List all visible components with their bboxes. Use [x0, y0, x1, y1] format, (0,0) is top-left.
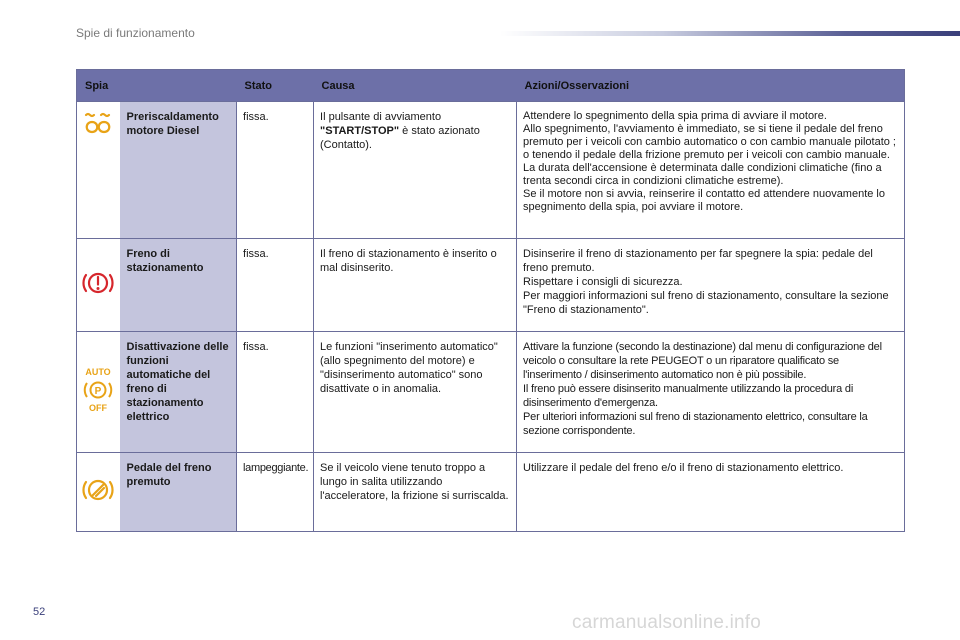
action-text: Attendere lo spegnimento della spia prima di avviare il motore. — [523, 110, 827, 122]
column-header-causa: Causa — [314, 70, 517, 102]
action-text: La durata dell'accensione è determinata dalle condizioni climatiche (fino a trenta secondi circa in condizioni climatiche estreme). — [523, 162, 882, 187]
page-number: 52 — [33, 606, 46, 618]
auto-p-off-icon-bottom: OFF — [89, 403, 108, 413]
light-cause — [314, 102, 517, 239]
cause-text: è stato azionato (Contatto). — [320, 125, 480, 151]
icon-cell — [77, 332, 120, 453]
action-text: Attivare la funzione (secondo la destinazione) dal menu di configurazione del veicolo o consultare la rete PEUGEOT o un riparatore qualificato se l'inserimento / disinserimento automatico non è più possibile. — [523, 341, 882, 381]
action-text: Se il motore non si avvia, reinserire il contatto ed attendere nuovamente lo spegnimento della spia, poi avviare il motore. — [523, 188, 885, 213]
column-header-spia: Spia — [77, 70, 237, 102]
action-text: Utilizzare il pedale del freno e/o il freno di stazionamento elettrico. — [523, 462, 844, 474]
action-text: Il freno può essere disinserito manualmente utilizzando la procedura di disinserimento d'emergenza. — [523, 383, 854, 409]
light-actions — [517, 453, 905, 532]
cause-text: Il pulsante di avviamento — [320, 111, 442, 123]
icon-cell — [77, 239, 120, 332]
light-state: lampeggiante. — [237, 453, 314, 532]
parking-brake-icon — [81, 268, 115, 302]
table-row — [77, 332, 905, 453]
section-title: Spie di funzionamento — [76, 26, 195, 40]
table-row — [77, 239, 905, 332]
table-row — [77, 102, 905, 239]
start-stop-label: "START/STOP" — [320, 125, 400, 137]
glow-plug-icon — [83, 112, 113, 138]
brake-pedal-icon — [81, 475, 115, 509]
action-text: Disinserire il freno di stazionamento per far spegnere la spia: pedale del freno premuto. — [523, 248, 873, 274]
table-row — [77, 453, 905, 532]
header-gradient-bar — [500, 31, 960, 36]
auto-p-off-icon — [81, 366, 115, 418]
auto-p-off-icon-top: AUTO — [85, 367, 111, 377]
light-actions — [517, 102, 905, 239]
table-header-row — [77, 70, 905, 102]
light-actions — [517, 239, 905, 332]
light-state: fissa. — [237, 102, 314, 239]
auto-p-off-icon-mid: P — [94, 386, 102, 397]
light-name: Pedale del freno premuto — [120, 453, 237, 532]
light-cause: Le funzioni "inserimento automatico" (allo spegnimento del motore) e "disinserimento automatico" sono disattivate o in anomalia. — [314, 332, 517, 453]
light-actions — [517, 332, 905, 453]
watermark: carmanualsonline.info — [572, 612, 762, 633]
icon-cell — [77, 102, 120, 239]
light-state: fissa. — [237, 239, 314, 332]
action-text: Per ulteriori informazioni sul freno di stazionamento elettrico, consultare la sezione corrispondente. — [523, 411, 868, 437]
action-text: Rispettare i consigli di sicurezza. — [523, 276, 683, 288]
action-text: Allo spegnimento, l'avviamento è immediato, se si tiene il pedale del freno premuto per i veicoli con cambio automatico o con cambio manuale pilotato ; o tenendo il pedale della frizione premuto per i veicoli con cambio manuale. — [523, 123, 896, 161]
warning-lights-table — [76, 69, 905, 532]
light-cause: Il freno di stazionamento è inserito o mal disinserito. — [314, 239, 517, 332]
icon-cell — [77, 453, 120, 532]
light-state: fissa. — [237, 332, 314, 453]
column-header-azioni: Azioni/Osservazioni — [517, 70, 905, 102]
light-name: Disattivazione delle funzioni automatiche del freno di stazionamento elettrico — [120, 332, 237, 453]
light-name: Freno di stazionamento — [120, 239, 237, 332]
light-name: Preriscaldamento motore Diesel — [120, 102, 237, 239]
column-header-stato: Stato — [237, 70, 314, 102]
action-text: Per maggiori informazioni sul freno di stazionamento, consultare la sezione "Freno di stazionamento". — [523, 290, 889, 316]
light-cause: Se il veicolo viene tenuto troppo a lungo in salita utilizzando l'acceleratore, la frizione si surriscalda. — [314, 453, 517, 532]
